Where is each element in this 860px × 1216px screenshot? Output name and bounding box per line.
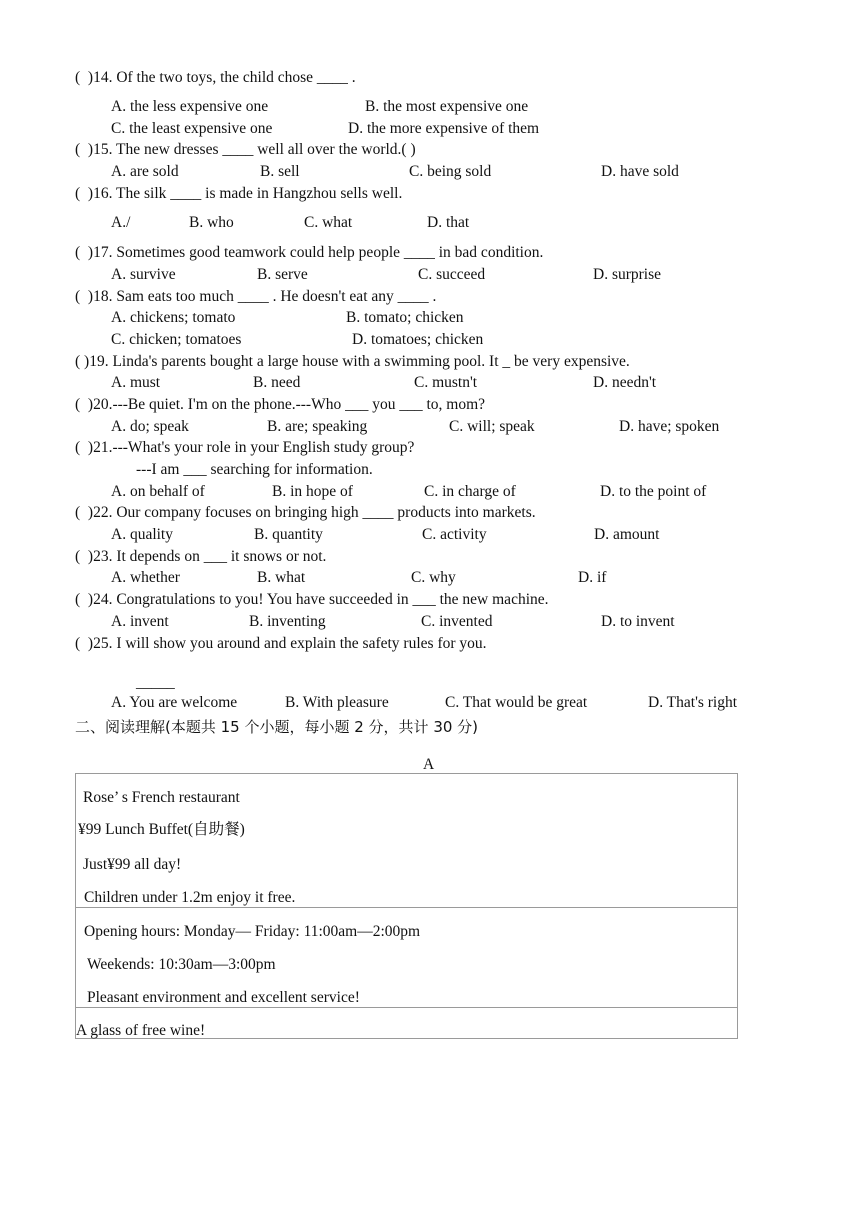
q18-option-b: B. tomato; chicken — [346, 309, 464, 326]
question-24-stem: ( )24. Congratulations to you! You have succeeded in ___ the new machine. — [75, 591, 549, 608]
q23-option-a: A. whether — [111, 569, 180, 586]
q20-option-d: D. have; spoken — [619, 418, 720, 435]
q23-option-b: B. what — [257, 569, 306, 586]
ad-restaurant-name: Rose’ s French restaurant — [83, 789, 240, 806]
q25-option-a: A. You are welcome — [111, 694, 238, 711]
q20-option-b: B. are; speaking — [267, 418, 368, 435]
q16-option-a: A./ — [111, 214, 131, 231]
q17-option-b: B. serve — [257, 266, 308, 283]
q16-option-d: D. that — [427, 214, 470, 231]
q25-option-c: C. That would be great — [445, 694, 588, 711]
question-20-stem: ( )20.---Be quiet. I'm on the phone.---Who ___ you ___ to, mom? — [75, 396, 486, 413]
question-25-stem: ( )25. I will show you around and explain the safety rules for you. — [75, 635, 487, 652]
q17-option-d: D. surprise — [593, 266, 662, 283]
ad-free-wine: A glass of free wine! — [76, 1022, 206, 1039]
q14-option-a: A. the less expensive one — [111, 98, 269, 115]
q23-option-d: D. if — [578, 569, 607, 586]
q19-option-c: C. mustn't — [414, 374, 478, 391]
q18-option-c: C. chicken; tomatoes — [111, 331, 242, 348]
question-21-response: ---I am ___ searching for information. — [136, 461, 373, 478]
q22-option-c: C. activity — [422, 526, 487, 543]
q24-option-a: A. invent — [111, 613, 169, 630]
q14-option-c: C. the least expensive one — [111, 120, 273, 137]
ad-hours-weekend: Weekends: 10:30am—3:00pm — [87, 956, 276, 973]
question-14-stem: ( )14. Of the two toys, the child chose ____ . — [75, 69, 356, 86]
q14-option-d: D. the more expensive of them — [348, 120, 540, 137]
ad-lunch-buffet: ¥99 Lunch Buffet(自助餐) — [78, 821, 245, 838]
question-25-blank: _____ — [136, 674, 175, 691]
q15-option-d: D. have sold — [601, 163, 679, 180]
question-15-stem: ( )15. The new dresses ____ well all over the world.( ) — [75, 141, 416, 158]
ad-divider-1 — [76, 907, 737, 908]
q21-option-d: D. to the point of — [600, 483, 707, 500]
q23-option-c: C. why — [411, 569, 456, 586]
q19-option-d: D. needn't — [593, 374, 657, 391]
q25-option-b: B. With pleasure — [285, 694, 389, 711]
q22-option-d: D. amount — [594, 526, 660, 543]
q21-option-b: B. in hope of — [272, 483, 353, 500]
q16-option-b: B. who — [189, 214, 234, 231]
q15-option-b: B. sell — [260, 163, 300, 180]
passage-label: A — [423, 756, 435, 773]
ad-divider-2 — [76, 1007, 737, 1008]
q20-option-a: A. do; speak — [111, 418, 189, 435]
ad-price: Just¥99 all day! — [83, 856, 182, 873]
q21-option-c: C. in charge of — [424, 483, 516, 500]
q25-option-d: D. That's right — [648, 694, 738, 711]
q18-option-d: D. tomatoes; chicken — [352, 331, 484, 348]
question-21-stem: ( )21.---What's your role in your English study group? — [75, 439, 415, 456]
question-16-stem: ( )16. The silk ____ is made in Hangzhou sells well. — [75, 185, 403, 202]
q22-option-a: A. quality — [111, 526, 173, 543]
q15-option-c: C. being sold — [409, 163, 492, 180]
question-23-stem: ( )23. It depends on ___ it snows or not. — [75, 548, 327, 565]
question-17-stem: ( )17. Sometimes good teamwork could help people ____ in bad condition. — [75, 244, 544, 261]
ad-hours-weekday: Opening hours: Monday— Friday: 11:00am—2:00pm — [84, 923, 421, 940]
q17-option-c: C. succeed — [418, 266, 486, 283]
q22-option-b: B. quantity — [254, 526, 323, 543]
q15-option-a: A. are sold — [111, 163, 179, 180]
q24-option-c: C. invented — [421, 613, 493, 630]
question-19-stem: ( )19. Linda's parents bought a large house with a swimming pool. It _ be very expensive. — [75, 353, 630, 370]
q14-option-b: B. the most expensive one — [365, 98, 529, 115]
q19-option-a: A. must — [111, 374, 161, 391]
q16-option-c: C. what — [304, 214, 353, 231]
q17-option-a: A. survive — [111, 266, 176, 283]
q24-option-d: D. to invent — [601, 613, 675, 630]
section-heading: 二、阅读理解(本题共 15 个小题，每小题 2 分，共计 30 分) — [75, 718, 479, 736]
question-18-stem: ( )18. Sam eats too much ____ . He doesn't eat any ____ . — [75, 288, 437, 305]
q21-option-a: A. on behalf of — [111, 483, 205, 500]
q24-option-b: B. inventing — [249, 613, 326, 630]
q18-option-a: A. chickens; tomato — [111, 309, 236, 326]
ad-service: Pleasant environment and excellent service! — [87, 989, 360, 1006]
q19-option-b: B. need — [253, 374, 301, 391]
q20-option-c: C. will; speak — [449, 418, 535, 435]
question-22-stem: ( )22. Our company focuses on bringing high ____ products into markets. — [75, 504, 536, 521]
ad-children: Children under 1.2m enjoy it free. — [84, 889, 296, 906]
